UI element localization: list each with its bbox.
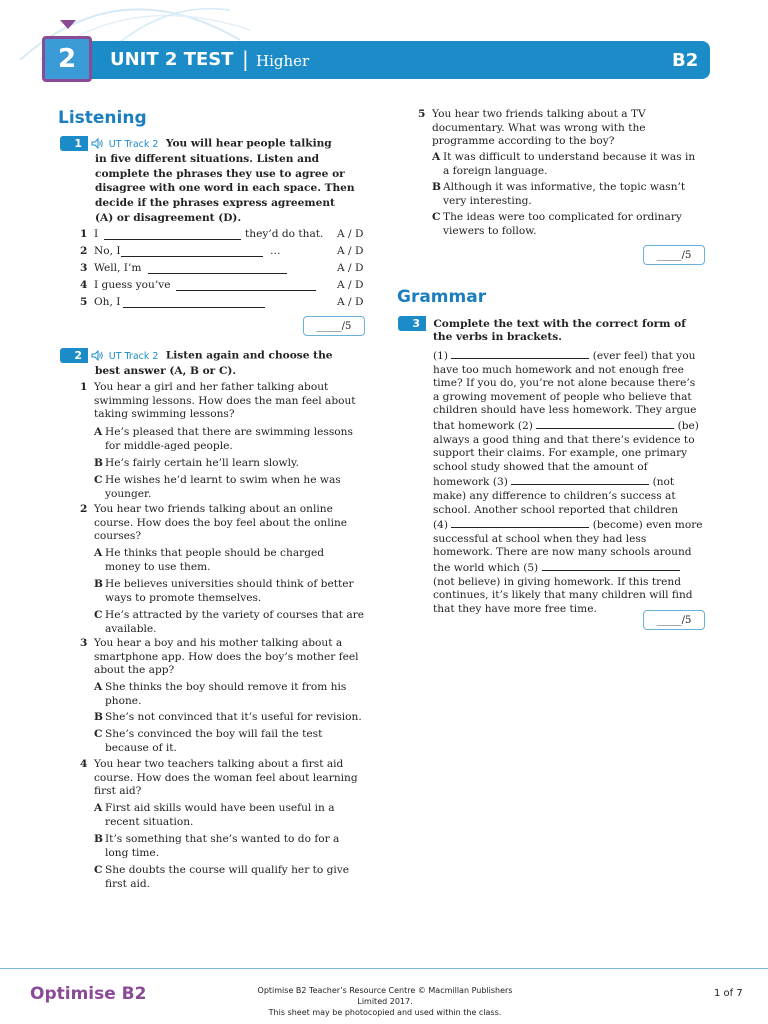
question-text — [94, 381, 384, 422]
item-number: 2 — [80, 245, 88, 257]
option-text: He’s fairly certain he’ll learn slowly. — [105, 457, 299, 469]
text-span: the world which — [433, 561, 520, 574]
option-a[interactable] — [94, 681, 384, 708]
option-text: She’s not convinced that it’s useful for revision. — [105, 711, 362, 723]
text-line — [433, 517, 723, 533]
option-a[interactable] — [94, 802, 384, 829]
text-span: that homework — [433, 419, 515, 432]
question-line: courses? — [94, 530, 142, 543]
text-line: time? If you do, you’re not alone because there’s — [433, 377, 696, 390]
instruction-line: in five different situations. Listen and — [95, 153, 320, 165]
option-letter: B — [94, 578, 103, 590]
option-letter: B — [94, 457, 103, 469]
text-line: school study showed that the amount of — [433, 460, 648, 473]
question-line: swimming lessons. How does the man feel about — [94, 394, 356, 407]
option-c[interactable] — [94, 728, 384, 755]
exercise-1-score-box[interactable]: _____/5 — [303, 316, 365, 336]
gap-3-blank[interactable] — [511, 474, 649, 485]
question-number: 4 — [80, 758, 88, 770]
exercise-2-number: 2 — [60, 348, 88, 363]
agree-disagree-choice[interactable]: A / D — [337, 262, 364, 274]
option-letter: A — [94, 681, 103, 693]
text-span: (not — [652, 476, 675, 489]
question-number: 1 — [80, 381, 88, 393]
item-prefix: No, I — [94, 245, 121, 257]
text-line: children should have less homework. They argue — [433, 404, 697, 417]
text-line: school. Another school reported that children — [433, 503, 679, 516]
answer-blank[interactable] — [104, 229, 241, 240]
option-a[interactable] — [94, 547, 384, 574]
option-a[interactable] — [432, 151, 722, 178]
exercise-2-questions-left — [80, 381, 380, 901]
instruction-line: decide if the phrases express agreement — [95, 197, 335, 210]
speaker-icon — [91, 350, 103, 361]
option-letter: C — [94, 864, 103, 876]
question-line: first aid? — [94, 785, 142, 798]
question-line: course. How does the woman feel about learning — [94, 771, 358, 784]
option-text: very interesting. — [443, 194, 532, 207]
copyright-line: This sheet may be photocopied and used within the class. — [268, 1008, 502, 1017]
option-text: The ideas were too complicated for ordinary — [443, 211, 682, 223]
question-text — [94, 637, 384, 678]
unit-title: UNIT 2 TEST — [110, 49, 234, 70]
listening-heading: Listening — [58, 108, 147, 128]
question-text — [94, 503, 384, 544]
option-text: viewers to follow. — [443, 224, 537, 237]
text-line: (not believe) in giving homework. If this trend — [433, 575, 682, 588]
text-span: (be) — [677, 419, 699, 432]
option-text: because of it. — [105, 741, 177, 754]
exercise-1-number: 1 — [60, 136, 88, 151]
text-line — [433, 560, 723, 576]
exercise-1-instruction-line-1: You will hear people talking — [165, 137, 332, 150]
exercise-2-score-box[interactable]: _____/5 — [643, 245, 705, 265]
text-line: support their claims. For example, one primary — [433, 447, 688, 460]
unit-marker-icon — [60, 20, 76, 29]
exercise-3-instruction-line-2: the verbs in brackets. — [433, 331, 562, 343]
question-line: You hear a girl and her father talking about — [94, 381, 329, 393]
exercise-1-track: UT Track 2 — [108, 138, 159, 150]
item-prefix: Oh, I — [94, 296, 121, 308]
text-line: always a good thing and that there’s evidence to — [433, 433, 695, 446]
text-line: a growing movement of people who believe that — [433, 390, 692, 403]
gap-number: (4) — [433, 519, 449, 532]
text-line: that they have more free time. — [433, 602, 597, 615]
option-letter: C — [432, 211, 441, 223]
instruction-line: complete the phrases they use to agree or — [95, 167, 345, 180]
text-line — [433, 418, 723, 434]
item-number: 5 — [80, 296, 88, 308]
grammar-heading: Grammar — [397, 287, 487, 307]
page-number: 1 of 7 — [714, 988, 743, 999]
exercise-1-instruction-rest — [95, 152, 385, 226]
exercise-2-instruction — [60, 348, 380, 363]
option-c[interactable] — [94, 609, 384, 636]
option-text: a foreign language. — [443, 164, 548, 177]
gap-number: (2) — [517, 419, 533, 432]
text-span: (ever feel) that you — [592, 350, 696, 362]
item-prefix: I guess you’ve — [94, 279, 171, 291]
option-text: for middle-aged people. — [105, 439, 233, 452]
option-text: First aid skills would have been useful in a — [105, 802, 335, 814]
answer-blank[interactable] — [123, 297, 265, 308]
option-letter: A — [432, 151, 441, 163]
item-suffix: … — [270, 245, 281, 257]
option-text: long time. — [105, 846, 160, 859]
option-text: He’s pleased that there are swimming lessons — [105, 426, 353, 438]
level-label: B2 — [672, 50, 699, 71]
option-letter: C — [94, 474, 103, 486]
gap-2-blank[interactable] — [536, 418, 674, 429]
title-separator: | — [242, 47, 249, 71]
question-text — [94, 758, 384, 799]
option-text: first aid. — [105, 877, 151, 890]
list-item — [80, 245, 380, 259]
item-suffix: they’d do that. — [245, 228, 324, 240]
question-text — [432, 108, 722, 149]
exercise-2-instruction-line-1: Listen again and choose the — [165, 349, 333, 362]
exercise-3-instruction — [398, 316, 718, 331]
question-line: You hear two teachers talking about a first aid — [94, 758, 344, 770]
text-line — [433, 474, 723, 490]
option-c[interactable] — [432, 211, 722, 238]
option-c[interactable] — [94, 474, 384, 501]
question-line: documentary. What was wrong with the — [432, 121, 646, 134]
agree-disagree-choice[interactable]: A / D — [337, 245, 364, 257]
text-line: successful at school when they had less — [433, 532, 647, 545]
footer-divider — [0, 968, 768, 969]
option-text: younger. — [105, 487, 152, 500]
item-prefix: I — [94, 228, 99, 240]
option-text: Although it was informative, the topic wasn’t — [443, 181, 686, 193]
answer-blank[interactable] — [148, 263, 287, 274]
gap-number: (5) — [523, 561, 539, 574]
option-text: It was difficult to understand because it was in — [443, 151, 696, 163]
item-number: 4 — [80, 279, 88, 291]
option-letter: A — [94, 426, 103, 438]
footer-brand: Optimise B2 — [30, 984, 147, 1004]
option-text: It’s something that she’s wanted to do for a — [105, 833, 340, 845]
option-b[interactable] — [94, 578, 384, 605]
option-text: She’s convinced the boy will fail the test — [105, 728, 323, 740]
text-line: homework. There are now many schools around — [433, 546, 692, 559]
question-number: 2 — [80, 503, 88, 515]
text-line: continues, it’s likely that many children will find — [433, 589, 693, 602]
option-b[interactable] — [94, 833, 384, 860]
gap-number: (1) — [433, 350, 449, 362]
option-letter: C — [94, 728, 103, 740]
option-text: She doubts the course will qualify her to give — [105, 864, 350, 876]
option-text: He thinks that people should be charged — [105, 547, 325, 559]
exercise-3-text — [433, 348, 723, 616]
option-text: He wishes he’d learnt to swim when he was — [105, 474, 341, 486]
option-letter: C — [94, 609, 103, 621]
option-b[interactable] — [432, 181, 722, 208]
question-line: programme according to the boy? — [432, 135, 615, 148]
item-number: 3 — [80, 262, 88, 274]
exercise-1-instruction — [60, 136, 380, 151]
list-item — [80, 296, 380, 310]
list-item — [80, 262, 380, 276]
option-text: ways to promote themselves. — [105, 591, 262, 604]
text-span: homework — [433, 476, 490, 489]
unit-subtitle: Higher — [256, 52, 310, 70]
agree-disagree-choice[interactable]: A / D — [337, 296, 364, 308]
question-number: 3 — [80, 637, 88, 649]
option-text: recent situation. — [105, 815, 194, 828]
question-line: You hear a boy and his mother talking about a — [94, 637, 343, 649]
text-line — [433, 348, 723, 364]
text-line: have too much homework and not enough free — [433, 363, 684, 376]
option-letter: A — [94, 802, 103, 814]
option-letter: B — [432, 181, 441, 193]
option-text: He believes universities should think of better — [105, 578, 354, 590]
option-text: money to use them. — [105, 560, 211, 573]
question-line: about the app? — [94, 664, 175, 677]
option-text: He’s attracted by the variety of courses that are — [105, 609, 365, 621]
agree-disagree-choice[interactable]: A / D — [337, 228, 364, 240]
question-line: course. How does the boy feel about the online — [94, 516, 348, 529]
option-c[interactable] — [94, 864, 384, 891]
footer-copyright — [250, 985, 520, 1018]
text-span: (become) even more — [592, 519, 703, 532]
answer-blank[interactable] — [176, 280, 316, 291]
item-prefix: Well, I’m — [94, 262, 142, 274]
list-item — [80, 279, 380, 293]
gap-number: (3) — [492, 476, 508, 489]
list-item — [80, 228, 380, 242]
speaker-icon — [91, 138, 103, 149]
exercise-3-instruction-line-1: Complete the text with the correct form of — [433, 317, 686, 330]
question-number: 5 — [418, 108, 426, 120]
gap-5-blank[interactable] — [542, 560, 680, 571]
option-text: available. — [105, 622, 157, 635]
option-text: phone. — [105, 694, 142, 707]
option-letter: B — [94, 711, 103, 723]
option-b[interactable] — [94, 457, 384, 471]
gap-1-blank[interactable] — [451, 348, 589, 359]
option-letter: B — [94, 833, 103, 845]
copyright-line: Optimise B2 Teacher’s Resource Centre © Macmillan Publishers Limited 2017. — [257, 986, 513, 1006]
instruction-line: (A) or disagreement (D). — [95, 211, 242, 224]
instruction-line: disagree with one word in each space. Then — [95, 182, 355, 195]
item-number: 1 — [80, 228, 88, 240]
exercise-2-track: UT Track 2 — [108, 350, 159, 362]
exercise-3-score-box[interactable]: _____/5 — [643, 610, 705, 630]
agree-disagree-choice[interactable]: A / D — [337, 279, 364, 291]
question-line: taking swimming lessons? — [94, 408, 235, 421]
option-letter: A — [94, 547, 103, 559]
gap-4-blank[interactable] — [451, 517, 589, 528]
question-line: smartphone app. How does the boy’s mother feel — [94, 650, 359, 663]
option-b[interactable] — [94, 711, 384, 725]
unit-number-badge: 2 — [42, 36, 92, 82]
exercise-3-number: 3 — [398, 316, 426, 331]
option-text: She thinks the boy should remove it from his — [105, 681, 347, 693]
question-line: You hear two friends talking about an online — [94, 503, 333, 515]
option-a[interactable] — [94, 426, 384, 453]
question-line: You hear two friends talking about a TV — [432, 108, 646, 120]
text-line: make) any difference to children’s success at — [433, 489, 676, 502]
answer-blank[interactable] — [121, 246, 263, 257]
exercise-2-instruction-line-2: best answer (A, B or C). — [95, 365, 237, 377]
